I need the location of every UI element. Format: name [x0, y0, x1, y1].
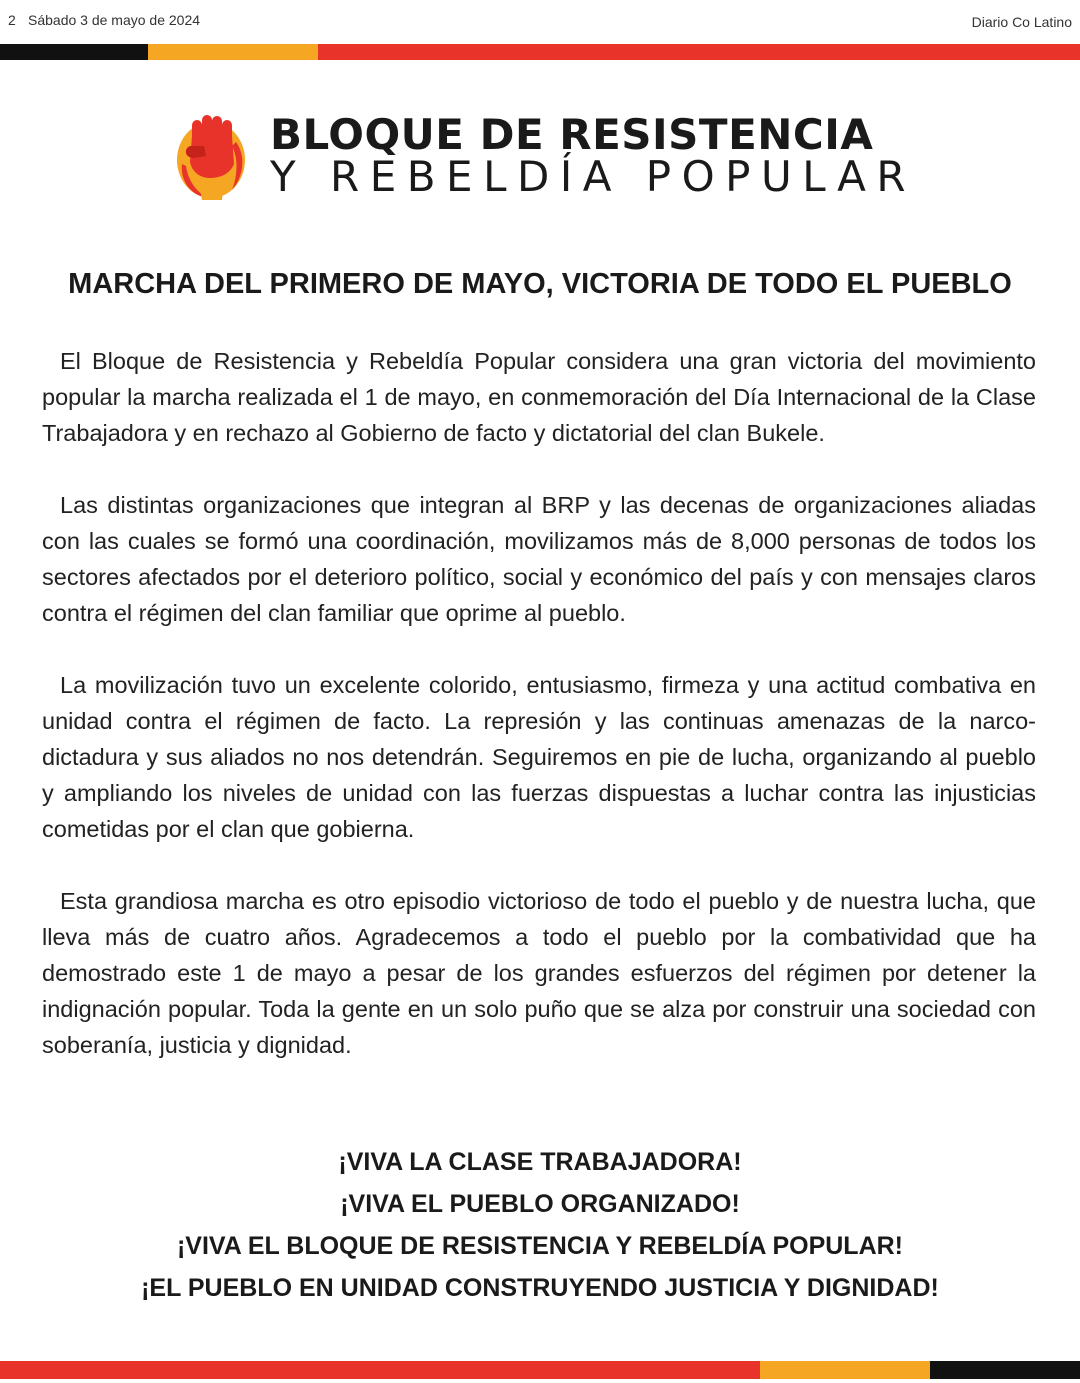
- stripe-orange-segment: [148, 44, 318, 60]
- stripe-red-segment: [0, 1361, 760, 1379]
- article-headline: MARCHA DEL PRIMERO DE MAYO, VICTORIA DE TODO EL PUEBLO: [68, 268, 1012, 300]
- page-number: 2: [8, 12, 16, 28]
- bottom-color-stripe: [0, 1361, 1080, 1379]
- paragraph-1: El Bloque de Resistencia y Rebeldía Popular considera una gran victoria del movimiento popular la marcha realizada el 1 de mayo, en conmemoración del Día Internacional de la Clase Trabajadora y en rechazo al Gobierno de facto y dictatorial del clan Bukele.: [42, 348, 1036, 446]
- logo-title-line2: Y REBELDÍA POPULAR: [270, 152, 917, 201]
- stripe-black-segment: [930, 1361, 1080, 1379]
- paragraph-2: Las distintas organizaciones que integran al BRP y las decenas de organizaciones aliadas con las cuales se formó una coordinación, movilizamos más de 8,000 personas de todos los sectores afectados por el deterioro político, social y económico del país y con mensajes claros contra el régimen del clan familiar que oprime al pueblo.: [42, 492, 1036, 626]
- slogan-1: ¡VIVA LA CLASE TRABAJADORA!: [338, 1148, 742, 1176]
- slogan-2: ¡VIVA EL PUEBLO ORGANIZADO!: [340, 1190, 740, 1218]
- page-date: Sábado 3 de mayo de 2024: [28, 12, 201, 28]
- slogan-4: ¡EL PUEBLO EN UNIDAD CONSTRUYENDO JUSTICIA Y DIGNIDAD!: [141, 1274, 939, 1302]
- closing-slogans: [0, 1141, 1080, 1309]
- publication-name: Diario Co Latino: [971, 14, 1072, 30]
- organization-logo: [176, 108, 917, 204]
- slogan-3: ¡VIVA EL BLOQUE DE RESISTENCIA Y REBELDÍA POPULAR!: [176, 1232, 903, 1260]
- raised-fist-icon: [176, 112, 250, 200]
- top-color-stripe: [0, 44, 1080, 60]
- stripe-black-segment: [0, 44, 148, 60]
- stripe-orange-segment: [760, 1361, 930, 1379]
- paragraph-3: La movilización tuvo un excelente colorido, entusiasmo, firmeza y una actitud combativa en unidad contra el régimen de facto. La represión y las continuas amenazas de la narco-dictadura y sus aliados no nos detendrán. Seguiremos en pie de lucha, organizando al pueblo y ampliando los niveles de unidad con las fuerzas dispuestas a luchar contra las injusticias cometidas por el clan que gobierna.: [42, 672, 1036, 842]
- logo-title-line1: BLOQUE DE RESISTENCIA: [270, 110, 874, 159]
- article-body: [42, 343, 1036, 1099]
- stripe-red-segment: [318, 44, 1080, 60]
- paragraph-4: Esta grandiosa marcha es otro episodio victorioso de todo el pueblo y de nuestra lucha, que lleva más de cuatro años. Agradecemos a todo el pueblo por la combatividad que ha demostrado este 1 de mayo a pesar de los grandes esfuerzos del régimen por detener la indignación popular. Toda la gente en un solo puño que se alza por construir una sociedad con soberanía, justicia y dignidad.: [42, 888, 1036, 1058]
